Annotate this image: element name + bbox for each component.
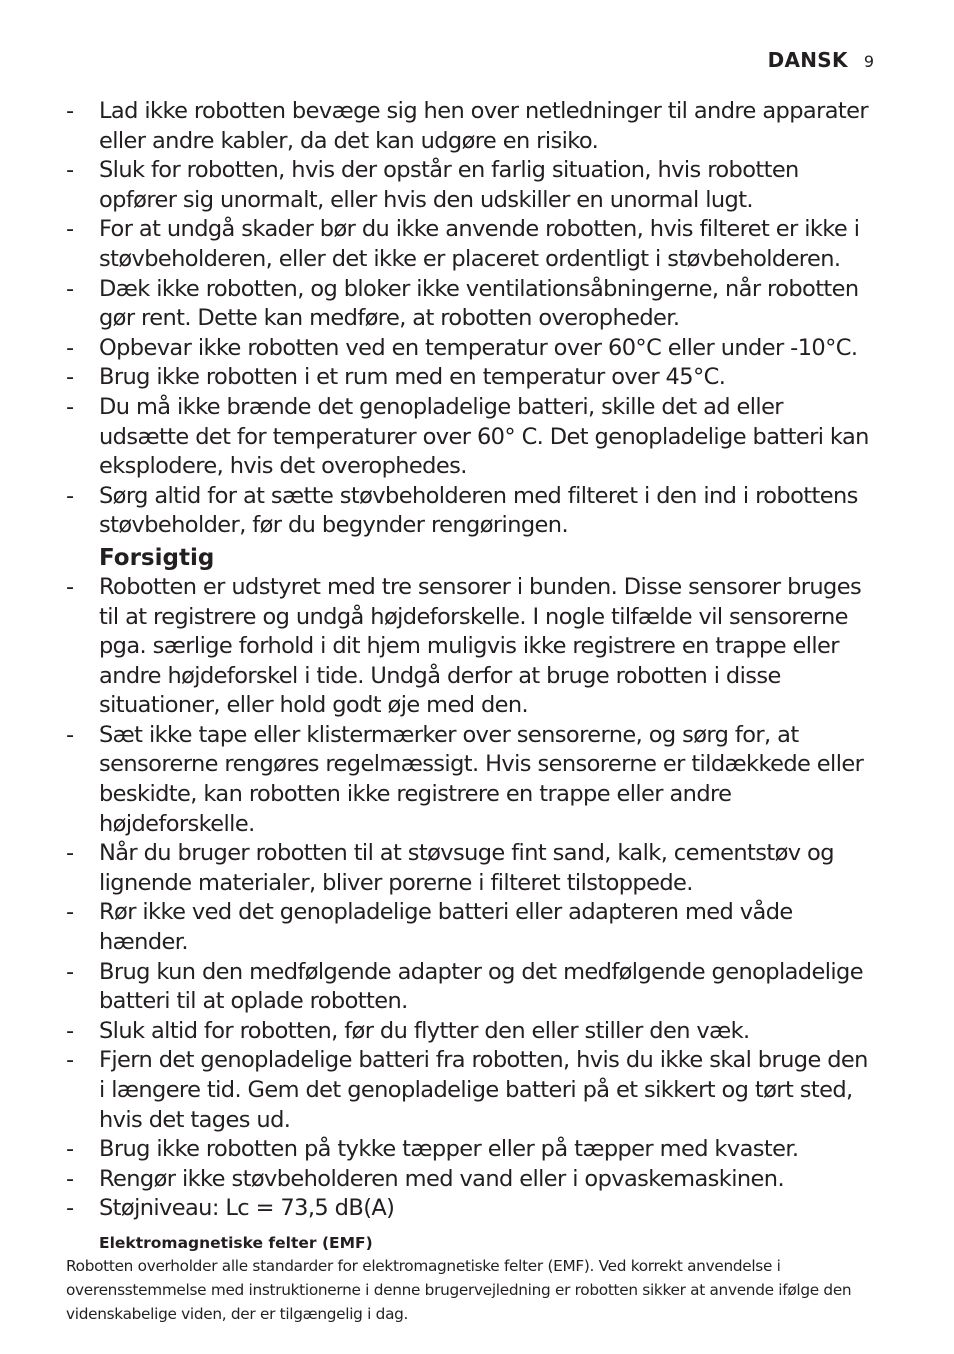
language-label: DANSK	[767, 48, 848, 72]
page-number: 9	[863, 52, 874, 71]
list-item: - Fjern det genopladelige batteri fra robotten, hvis du ikke skal bruge den i længere tid. Gem det genopladelige batteri på et sikkert og tørt sted, hvis det tages ud.	[66, 1046, 878, 1135]
list-item: - Rør ikke ved det genopladelige batteri eller adapteren med våde hænder.	[66, 898, 878, 957]
list-item: - Sørg altid for at sætte støvbeholderen med filteret i den ind i robottens støvbeholder, før du begynder rengøringen.	[66, 482, 878, 541]
emf-heading: Elektromagnetiske felter (EMF)	[99, 1233, 373, 1252]
list-item: - For at undgå skader bør du ikke anvende robotten, hvis filteret er ikke i støvbeholderen, eller det ikke er placeret ordentligt i støvbeholderen.	[66, 215, 878, 274]
list-item: - Dæk ikke robotten, og bloker ikke ventilationsåbningerne, når robotten gør rent. Dette kan medføre, at robotten overopheder.	[66, 275, 878, 334]
list-item: - Brug ikke robotten i et rum med en temperatur over 45°C.	[66, 363, 878, 393]
list-item: - Rengør ikke støvbeholderen med vand eller i opvaskemaskinen.	[66, 1165, 878, 1195]
list-item: - Sæt ikke tape eller klistermærker over sensorerne, og sørg for, at sensorerne rengøres regelmæssigt. Hvis sensorerne er tildækkede eller beskidte, kan robotten ikke registrere en trappe eller andre højdeforskelle.	[66, 721, 878, 839]
caution-heading: Forsigtig	[99, 544, 215, 571]
emf-paragraph: Robotten overholder alle standarder for elektromagnetiske felter (EMF). Ved korrekt anvendelse i overensstemmelse med instruktionerne i denne brugervejledning er robotten sikker at anvende ifølge den videnskabelige viden, der er tilgængelig i dag.	[66, 1256, 852, 1323]
list-item: - Sluk for robotten, hvis der opstår en farlig situation, hvis robotten opfører sig unormalt, eller hvis den udskiller en unormal lugt.	[66, 156, 878, 215]
list-item: - Robotten er udstyret med tre sensorer i bunden. Disse sensorer bruges til at registrere og undgå højdeforskelle. I nogle tilfælde vil sensorerne pga. særlige forhold i dit hjem muligvis ikke registrere en trappe eller andre højdeforskel i tide. Undgå derfor at bruge robotten i disse situationer, eller hold godt øje med den.	[66, 573, 878, 721]
list-item: - Du må ikke brænde det genopladelige batteri, skille det ad eller udsætte det for temperaturer over 60° C. Det genopladelige batteri kan eksplodere, hvis det overophedes.	[66, 393, 878, 482]
list-item: - Lad ikke robotten bevæge sig hen over netledninger til andre apparater eller andre kabler, da det kan udgøre en risiko.	[66, 97, 878, 156]
list-item: - Brug kun den medfølgende adapter og det medfølgende genopladelige batteri til at oplade robotten.	[66, 958, 878, 1017]
list-item: - Sluk altid for robotten, før du flytter den eller stiller den væk.	[66, 1017, 878, 1047]
page-content	[66, 97, 878, 1326]
safety-list	[66, 97, 878, 541]
page-header	[768, 48, 874, 72]
emf-section	[66, 1232, 878, 1326]
list-item: - Brug ikke robotten på tykke tæpper eller på tæpper med kvaster.	[66, 1135, 878, 1165]
list-item: - Støjniveau: Lc = 73,5 dB(A)	[66, 1194, 878, 1224]
list-item: - Når du bruger robotten til at støvsuge fint sand, kalk, cementstøv og lignende materialer, bliver porerne i filteret tilstoppede.	[66, 839, 878, 898]
list-item: - Opbevar ikke robotten ved en temperatur over 60°C eller under -10°C.	[66, 334, 878, 364]
caution-list	[66, 573, 878, 1224]
